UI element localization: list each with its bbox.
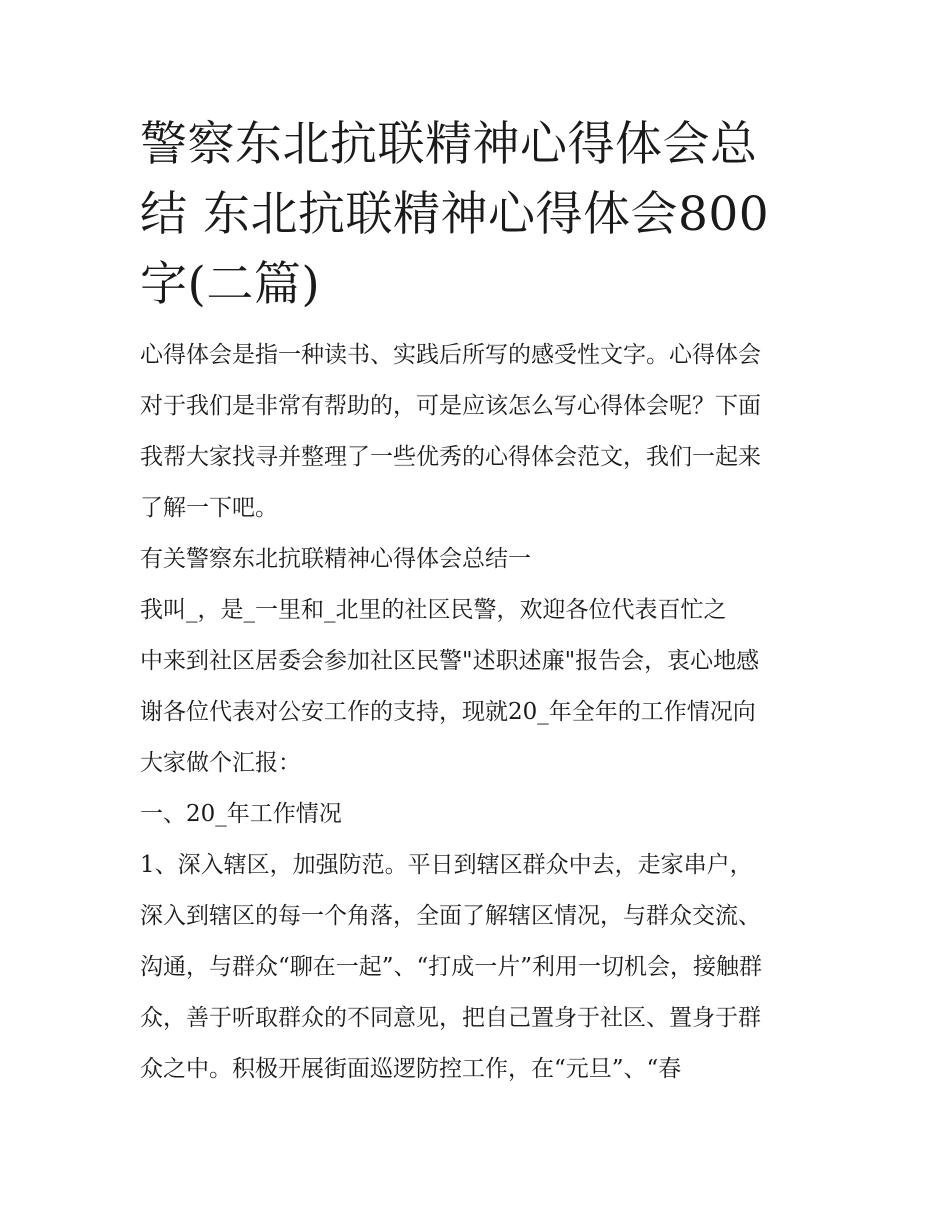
title-line: 警察东北抗联精神心得体会总 xyxy=(140,117,758,172)
text-line: 众之中。积极开展街面巡逻防控工作，在“元旦”、“春 xyxy=(140,1056,682,1082)
title-line: 结 东北抗联精神心得体会800 xyxy=(140,187,770,242)
text-line: 心得体会是指一种读书、实践后所写的感受性文字。心得体会 xyxy=(140,342,761,368)
text-line: 大家做个汇报： xyxy=(140,750,301,776)
text-line: 一、20_年工作情况 xyxy=(140,801,342,827)
text-line: 谢各位代表对公安工作的支持，现就20_年全年的工作情况向 xyxy=(140,699,756,725)
body-paragraph xyxy=(140,585,815,789)
document-body xyxy=(140,110,815,1095)
section-heading xyxy=(140,534,815,585)
intro-paragraph xyxy=(140,330,815,534)
text-line: 对于我们是非常有帮助的，可是应该怎么写心得体会呢？下面 xyxy=(140,393,761,419)
text-line: 沟通，与群众“聊在一起”、“打成一片”利用一切机会，接触群 xyxy=(140,954,763,980)
text-line: 我叫_，是_一里和_北里的社区民警，欢迎各位代表百忙之 xyxy=(140,597,727,623)
text-line: 中来到社区居委会参加社区民警"述职述廉"报告会，衷心地感 xyxy=(140,648,760,674)
subsection-heading xyxy=(140,789,815,840)
text-line: 1、深入辖区，加强防范。平日到辖区群众中去，走家串户， xyxy=(140,852,753,878)
text-line: 我帮大家找寻并整理了一些优秀的心得体会范文，我们一起来 xyxy=(140,444,761,470)
body-paragraph xyxy=(140,840,815,1095)
document-title xyxy=(140,110,815,320)
text-line: 有关警察东北抗联精神心得体会总结一 xyxy=(140,546,531,572)
text-line: 了解一下吧。 xyxy=(140,495,278,521)
text-line: 深入到辖区的每一个角落，全面了解辖区情况，与群众交流、 xyxy=(140,903,761,929)
title-line: 字(二篇) xyxy=(140,257,321,312)
text-line: 众，善于听取群众的不同意见，把自己置身于社区、置身于群 xyxy=(140,1005,761,1031)
